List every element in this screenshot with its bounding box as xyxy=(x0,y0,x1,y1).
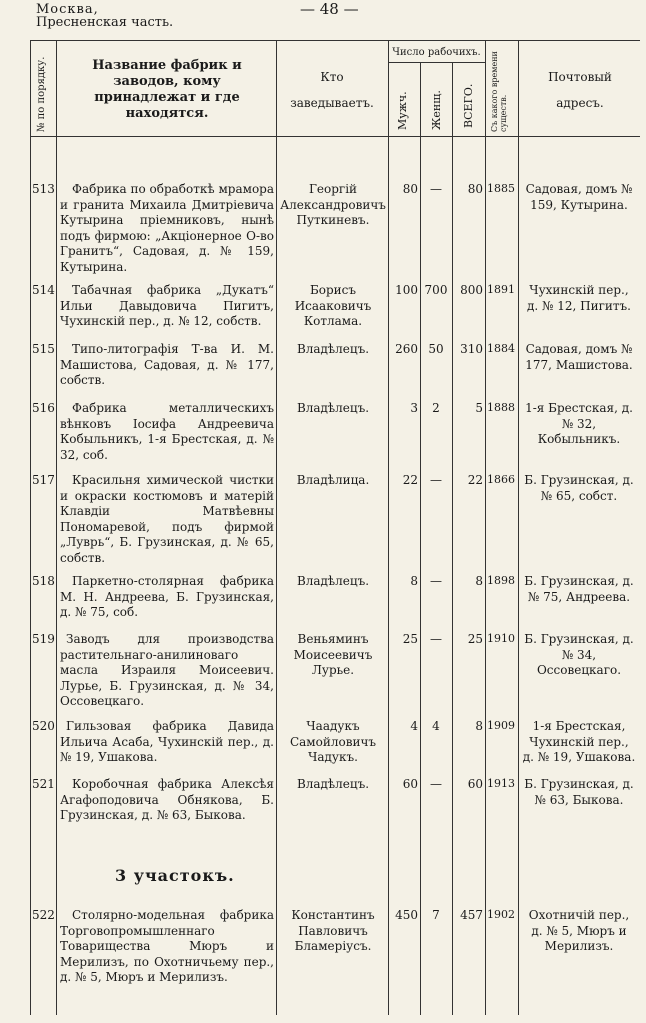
row-male: 25 xyxy=(402,632,418,646)
row-address: Чухинскій пер., д. № 12, Пигитъ. xyxy=(527,283,631,313)
row-address: 1-я Брестская, Чухинскій пер., д. № 19, Ушакова. xyxy=(522,719,636,764)
col-name-header: Название фабрик и заводов, кому принадлежат и где находятся. xyxy=(92,58,242,121)
col-address-header: Почтовый адресъ. xyxy=(548,70,612,110)
row-manager: Чаадукъ Самойловичъ Чадукъ. xyxy=(289,719,377,764)
row-female: 2 xyxy=(432,401,440,415)
col-rule-1 xyxy=(30,40,31,1015)
row-number: 521 xyxy=(32,777,55,791)
col-total-header: ВСЕГО. xyxy=(462,83,475,128)
row-name: Красильня химической чистки и окраски костюмовъ и матерій Клавдіи Матвѣевны Пономаревой, подъ фирмой „Луврь“, Б. Грузинская, д. № 65, собств. xyxy=(60,473,274,565)
col-rule-3 xyxy=(276,40,277,1015)
row-male: 22 xyxy=(402,473,418,487)
row-year: 1884 xyxy=(487,342,515,355)
col-manager-header: Кто заведываетъ. xyxy=(290,70,374,110)
row-number: 517 xyxy=(32,473,55,487)
row-number: 513 xyxy=(32,182,55,196)
section-title: 3 участокъ. xyxy=(115,866,235,885)
row-year: 1913 xyxy=(487,777,515,790)
row-year: 1866 xyxy=(487,473,515,486)
row-number: 522 xyxy=(32,908,55,922)
row-female: — xyxy=(430,777,442,791)
col-rule-8 xyxy=(518,40,519,1015)
row-female: — xyxy=(430,473,442,487)
row-total: 5 xyxy=(475,401,483,415)
row-number: 518 xyxy=(32,574,55,588)
row-name: Гильзовая фабрика Давида Ильича Асаба, Чухинскій пер., д. № 19, Ушакова. xyxy=(60,719,274,764)
row-manager: Владѣлецъ. xyxy=(296,401,370,415)
row-name: Фабрика металлическихъ вѣнковъ Іосифа Андреевича Кобыльникъ, 1-я Брестская, д. № 32, соб. xyxy=(60,401,274,462)
header-part: Пресненская часть. xyxy=(36,15,174,30)
row-name: Коробочная фабрика Алексѣя Агафоподовича Обнякова, Б. Грузинская, д. № 63, Быкова. xyxy=(60,777,274,822)
col-female-header: Женщ. xyxy=(430,90,443,130)
row-address: Б. Грузинская, д. № 65, собст. xyxy=(524,473,634,503)
row-year: 1909 xyxy=(487,719,515,732)
row-number: 515 xyxy=(32,342,55,356)
row-total: 60 xyxy=(467,777,483,791)
row-year: 1891 xyxy=(487,283,515,296)
row-male: 4 xyxy=(410,719,418,733)
row-name: Фабрика по обработкѣ мрамора и гранита Михаила Дмитріевича Кутырина пріемниковъ, нынѣ подъ фирмою: „Акціонерное О-во Гранитъ“, Садовая, д. № 159, Кутырина. xyxy=(60,182,275,274)
row-manager: Борисъ Исааковичъ Котлама. xyxy=(294,283,372,328)
page-number: — 48 — xyxy=(300,0,359,18)
row-address: Садовая, домъ № 159, Кутырина. xyxy=(525,182,633,212)
row-name: Паркетно-столярная фабрика М. Н. Андреева, Б. Грузинская, д. № 75, соб. xyxy=(60,574,274,619)
row-address: Б. Грузинская, д. № 75, Андреева. xyxy=(524,574,634,604)
row-year: 1898 xyxy=(487,574,515,587)
row-manager: Владѣлица. xyxy=(296,473,370,487)
row-manager: Георгій Александровичъ Путкиневъ. xyxy=(280,182,386,227)
row-total: 80 xyxy=(467,182,483,196)
row-name: Табачная фабрика „Дукатъ“ Ильи Давыдовича Пигитъ, Чухинскій пер., д. № 12, собств. xyxy=(60,283,274,328)
row-address: Охотничій пер., д. № 5, Мюръ и Мерилизъ. xyxy=(528,908,630,953)
row-female: — xyxy=(430,574,442,588)
workers-subheader-rule xyxy=(388,62,485,63)
row-manager: Владѣлецъ. xyxy=(296,574,370,588)
col-rule-4 xyxy=(388,40,389,1015)
header-city: Москва, xyxy=(36,2,99,17)
table-header-rule xyxy=(30,136,640,137)
row-name: Заводъ для производства растительнаго-анилиноваго масла Израиля Моисеевич. Лурье, Б. Грузинская, д. № 34, Оссовецкаго. xyxy=(60,632,274,708)
row-number: 516 xyxy=(32,401,55,415)
row-total: 457 xyxy=(460,908,483,922)
row-total: 8 xyxy=(475,719,483,733)
col-rule-7 xyxy=(485,40,486,1015)
col-rule-6 xyxy=(452,62,453,1015)
row-male: 8 xyxy=(410,574,418,588)
row-year: 1902 xyxy=(487,908,515,921)
row-year: 1885 xyxy=(487,182,515,195)
row-manager: Владѣлецъ. xyxy=(296,342,370,356)
row-total: 310 xyxy=(460,342,483,356)
col-male-header: Мужч. xyxy=(396,91,409,130)
row-female: 7 xyxy=(432,908,440,922)
row-total: 25 xyxy=(467,632,483,646)
row-total: 22 xyxy=(467,473,483,487)
row-male: 80 xyxy=(402,182,418,196)
row-female: 700 xyxy=(424,283,448,297)
row-female: 50 xyxy=(428,342,444,356)
row-name: Столярно-модельная фабрика Торговопромышленнаго Товарищества Мюръ и Мерилизъ, по Охотничьему пер., д. № 5, Мюръ и Мерилизъ. xyxy=(60,908,274,984)
row-year: 1910 xyxy=(487,632,515,645)
row-total: 800 xyxy=(460,283,483,297)
row-address: Садовая, домъ № 177, Машистова. xyxy=(525,342,633,372)
col-year-header: Съ какого времени существ. xyxy=(490,51,508,132)
row-manager: Владѣлецъ. xyxy=(296,777,370,791)
row-female: 4 xyxy=(432,719,440,733)
row-male: 100 xyxy=(395,283,418,297)
col-workers-header: Число рабочихъ. xyxy=(392,47,481,58)
row-manager: Константинъ Павловичъ Бламеріусъ. xyxy=(291,908,375,953)
row-year: 1888 xyxy=(487,401,515,414)
row-address: Б. Грузинская, д. № 63, Быкова. xyxy=(524,777,634,807)
row-number: 514 xyxy=(32,283,55,297)
col-rule-2 xyxy=(56,40,57,1015)
row-address: 1-я Брестская, д. № 32, Кобыльникъ. xyxy=(525,401,633,446)
row-name: Типо-литографія Т-ва И. М. Машистова, Садовая, д. № 177, собств. xyxy=(60,342,274,387)
table-top-rule xyxy=(30,40,640,41)
row-female: — xyxy=(430,182,442,196)
row-number: 519 xyxy=(32,632,55,646)
row-address: Б. Грузинская, д. № 34, Оссовецкаго. xyxy=(524,632,634,677)
row-male: 450 xyxy=(395,908,418,922)
row-total: 8 xyxy=(475,574,483,588)
row-male: 60 xyxy=(402,777,418,791)
row-male: 260 xyxy=(395,342,418,356)
col-rule-5 xyxy=(420,62,421,1015)
row-female: — xyxy=(430,632,442,646)
row-manager: Веньяминъ Моисеевичъ Лурье. xyxy=(293,632,373,677)
col-num-header: № по порядку. xyxy=(36,56,47,132)
row-male: 3 xyxy=(410,401,418,415)
row-number: 520 xyxy=(32,719,55,733)
